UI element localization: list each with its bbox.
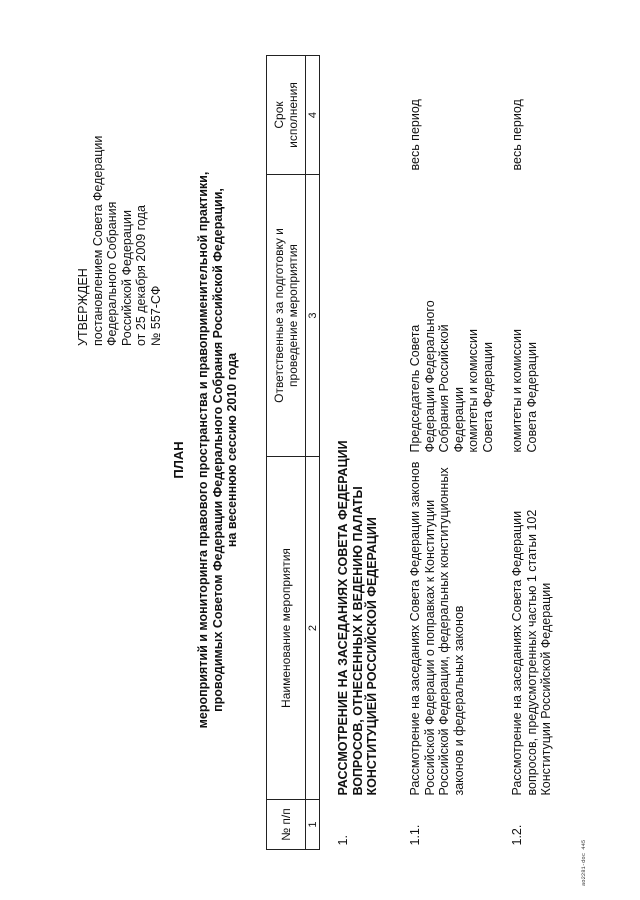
- header-deadline-line: исполнения: [286, 82, 300, 148]
- column-number: 2: [306, 457, 320, 800]
- row-responsible-line: комитеты и комиссии: [510, 329, 524, 453]
- row-name-line: Российской Федерации о поправках к Конституции: [422, 499, 437, 796]
- row-name: [404, 457, 506, 800]
- header-responsible-line: проведение мероприятия: [286, 244, 300, 387]
- plan-subtitle: [196, 100, 240, 800]
- approval-line: Федерального Собрания: [105, 201, 119, 346]
- plan-subtitle-line: проводимых Советом Федерации Федерального Собрания Российской Федерации,: [210, 188, 225, 712]
- row-responsible-line: Федерации Федерального: [422, 300, 437, 453]
- plan-subtitle-line: мероприятий и мониторинга правового пространства и правоприменительной практики,: [196, 171, 210, 729]
- row-name-line: вопросов, предусмотренных частью 1 статьи 102: [524, 509, 539, 796]
- approval-block: [76, 106, 163, 346]
- row-deadline: весь период: [408, 99, 422, 171]
- row-name: [506, 457, 556, 800]
- approval-line: № 557-СФ: [148, 285, 163, 346]
- row-responsible-line: Совета Федерации: [480, 342, 495, 453]
- row-deadline: весь период: [510, 99, 524, 171]
- header-name: Наименование мероприятия: [267, 457, 306, 800]
- row-number: 1.1.: [408, 824, 422, 846]
- approval-line: от 25 декабря 2009 года: [134, 205, 148, 346]
- column-number: 1: [306, 800, 320, 850]
- row-name-line: Рассмотрение на заседаниях Совета Федерации законов: [408, 461, 422, 796]
- column-number: 4: [306, 56, 320, 175]
- row-responsible: [506, 175, 556, 457]
- header-deadline: [267, 56, 306, 175]
- footer-code: ao2281-doc 445: [580, 839, 587, 886]
- row-name-line: Рассмотрение на заседаниях Совета Федерации: [510, 510, 524, 796]
- row-number: 1.: [336, 835, 350, 846]
- header-deadline-line: Срок: [272, 101, 286, 129]
- approval-line: постановлением Совета Федерации: [90, 135, 105, 346]
- row-name-line: Российской Федерации, федеральных конституционных: [437, 467, 451, 796]
- row-responsible-line: Совета Федерации: [524, 342, 539, 453]
- table-row: [404, 56, 506, 850]
- table-row: [320, 56, 405, 850]
- plan-title: ПЛАН: [171, 441, 186, 479]
- table-header-row: [267, 56, 306, 850]
- row-name-line: законов и федеральных законов: [451, 605, 466, 796]
- table-row: [506, 56, 556, 850]
- row-responsible-line: Председатель Совета: [408, 324, 422, 453]
- row-name-line: Конституции Российской Федерации: [539, 582, 553, 796]
- plan-table: [266, 55, 556, 850]
- row-name-line: КОНСТИТУЦИЕЙ РОССИЙСКОЙ ФЕДЕРАЦИИ: [365, 517, 379, 796]
- row-responsible-line: Федерации: [451, 387, 466, 453]
- row-responsible: [404, 175, 506, 457]
- header-responsible: [267, 175, 306, 457]
- row-deadline: [320, 56, 405, 175]
- row-number: 1.2.: [510, 824, 524, 846]
- column-number: 3: [306, 175, 320, 457]
- column-number-row: [306, 56, 320, 850]
- plan-subtitle-line: на весеннюю сессию 2010 года: [225, 352, 239, 548]
- approval-line: УТВЕРЖДЕН: [76, 268, 90, 346]
- row-responsible-line: комитеты и комиссии: [466, 329, 480, 453]
- approval-line: Российской Федерации: [119, 210, 134, 346]
- header-responsible-line: Ответственные за подготовку и: [272, 228, 286, 403]
- row-name-line: ВОПРОСОВ, ОТНЕСЕННЫХ К ВЕДЕНИЮ ПАЛАТЫ: [350, 486, 365, 796]
- header-num: № п/п: [267, 800, 306, 850]
- row-name-line: РАССМОТРЕНИЕ НА ЗАСЕДАНИЯХ СОВЕТА ФЕДЕРАЦИИ: [336, 440, 350, 796]
- row-responsible-line: Собрания Российской: [437, 324, 451, 453]
- row-responsible: [320, 175, 405, 457]
- row-name: [320, 440, 405, 800]
